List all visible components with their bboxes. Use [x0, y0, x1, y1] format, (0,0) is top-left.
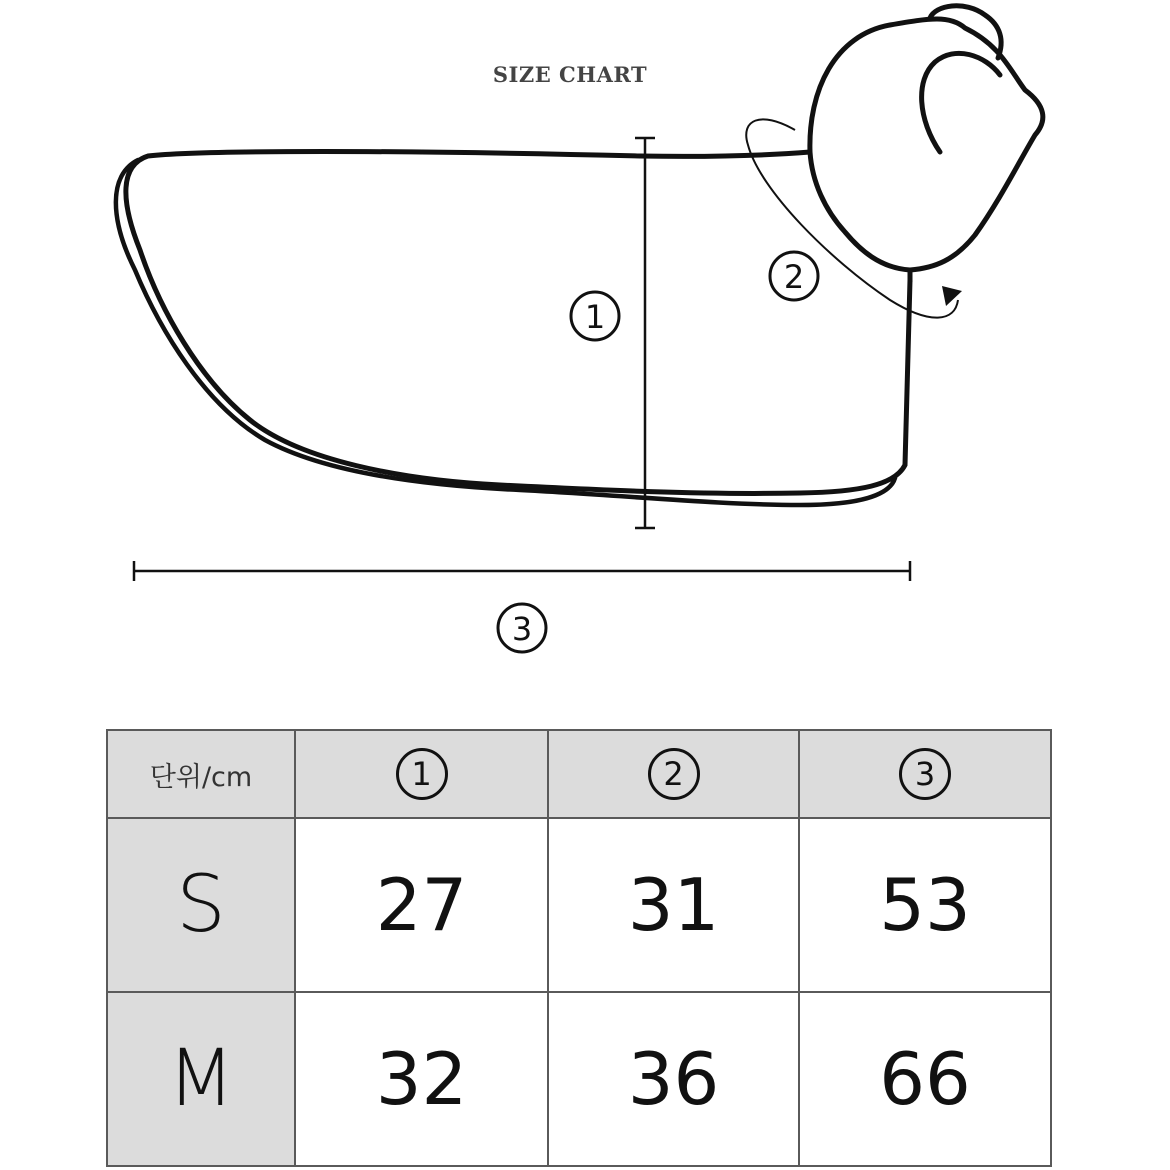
- svg-text:3: 3: [511, 610, 533, 648]
- chart-title: SIZE CHART: [492, 62, 648, 87]
- size-label: S: [107, 818, 295, 992]
- table-row: [107, 818, 1051, 992]
- table-row: [107, 992, 1051, 1166]
- table-cell: 31: [548, 818, 799, 992]
- header-marker-2: 2: [648, 748, 700, 800]
- neck-measure-arrowhead: [942, 286, 962, 306]
- marker-1: [571, 292, 619, 340]
- table-cell: 66: [799, 992, 1051, 1166]
- header-cell: [295, 730, 548, 818]
- hood-outline: [810, 19, 1043, 270]
- table-header-row: [107, 730, 1051, 818]
- unit-label: 단위/cm: [107, 730, 295, 818]
- size-table: [106, 729, 1052, 1167]
- garment-hem-line: [116, 160, 895, 505]
- ear-outline: [930, 6, 1001, 58]
- svg-text:2: 2: [783, 258, 805, 296]
- marker-3: [498, 604, 546, 652]
- header-cell: [548, 730, 799, 818]
- table-cell: 36: [548, 992, 799, 1166]
- table-cell: 32: [295, 992, 548, 1166]
- header-cell: [799, 730, 1051, 818]
- header-marker-1: 1: [396, 748, 448, 800]
- svg-text:1: 1: [584, 298, 606, 336]
- marker-2: [770, 252, 818, 300]
- table-cell: 53: [799, 818, 1051, 992]
- size-label: M: [107, 992, 295, 1166]
- header-marker-3: 3: [899, 748, 951, 800]
- garment-outline: [126, 152, 910, 494]
- ear-inner-outline: [922, 53, 1000, 152]
- table-cell: 27: [295, 818, 548, 992]
